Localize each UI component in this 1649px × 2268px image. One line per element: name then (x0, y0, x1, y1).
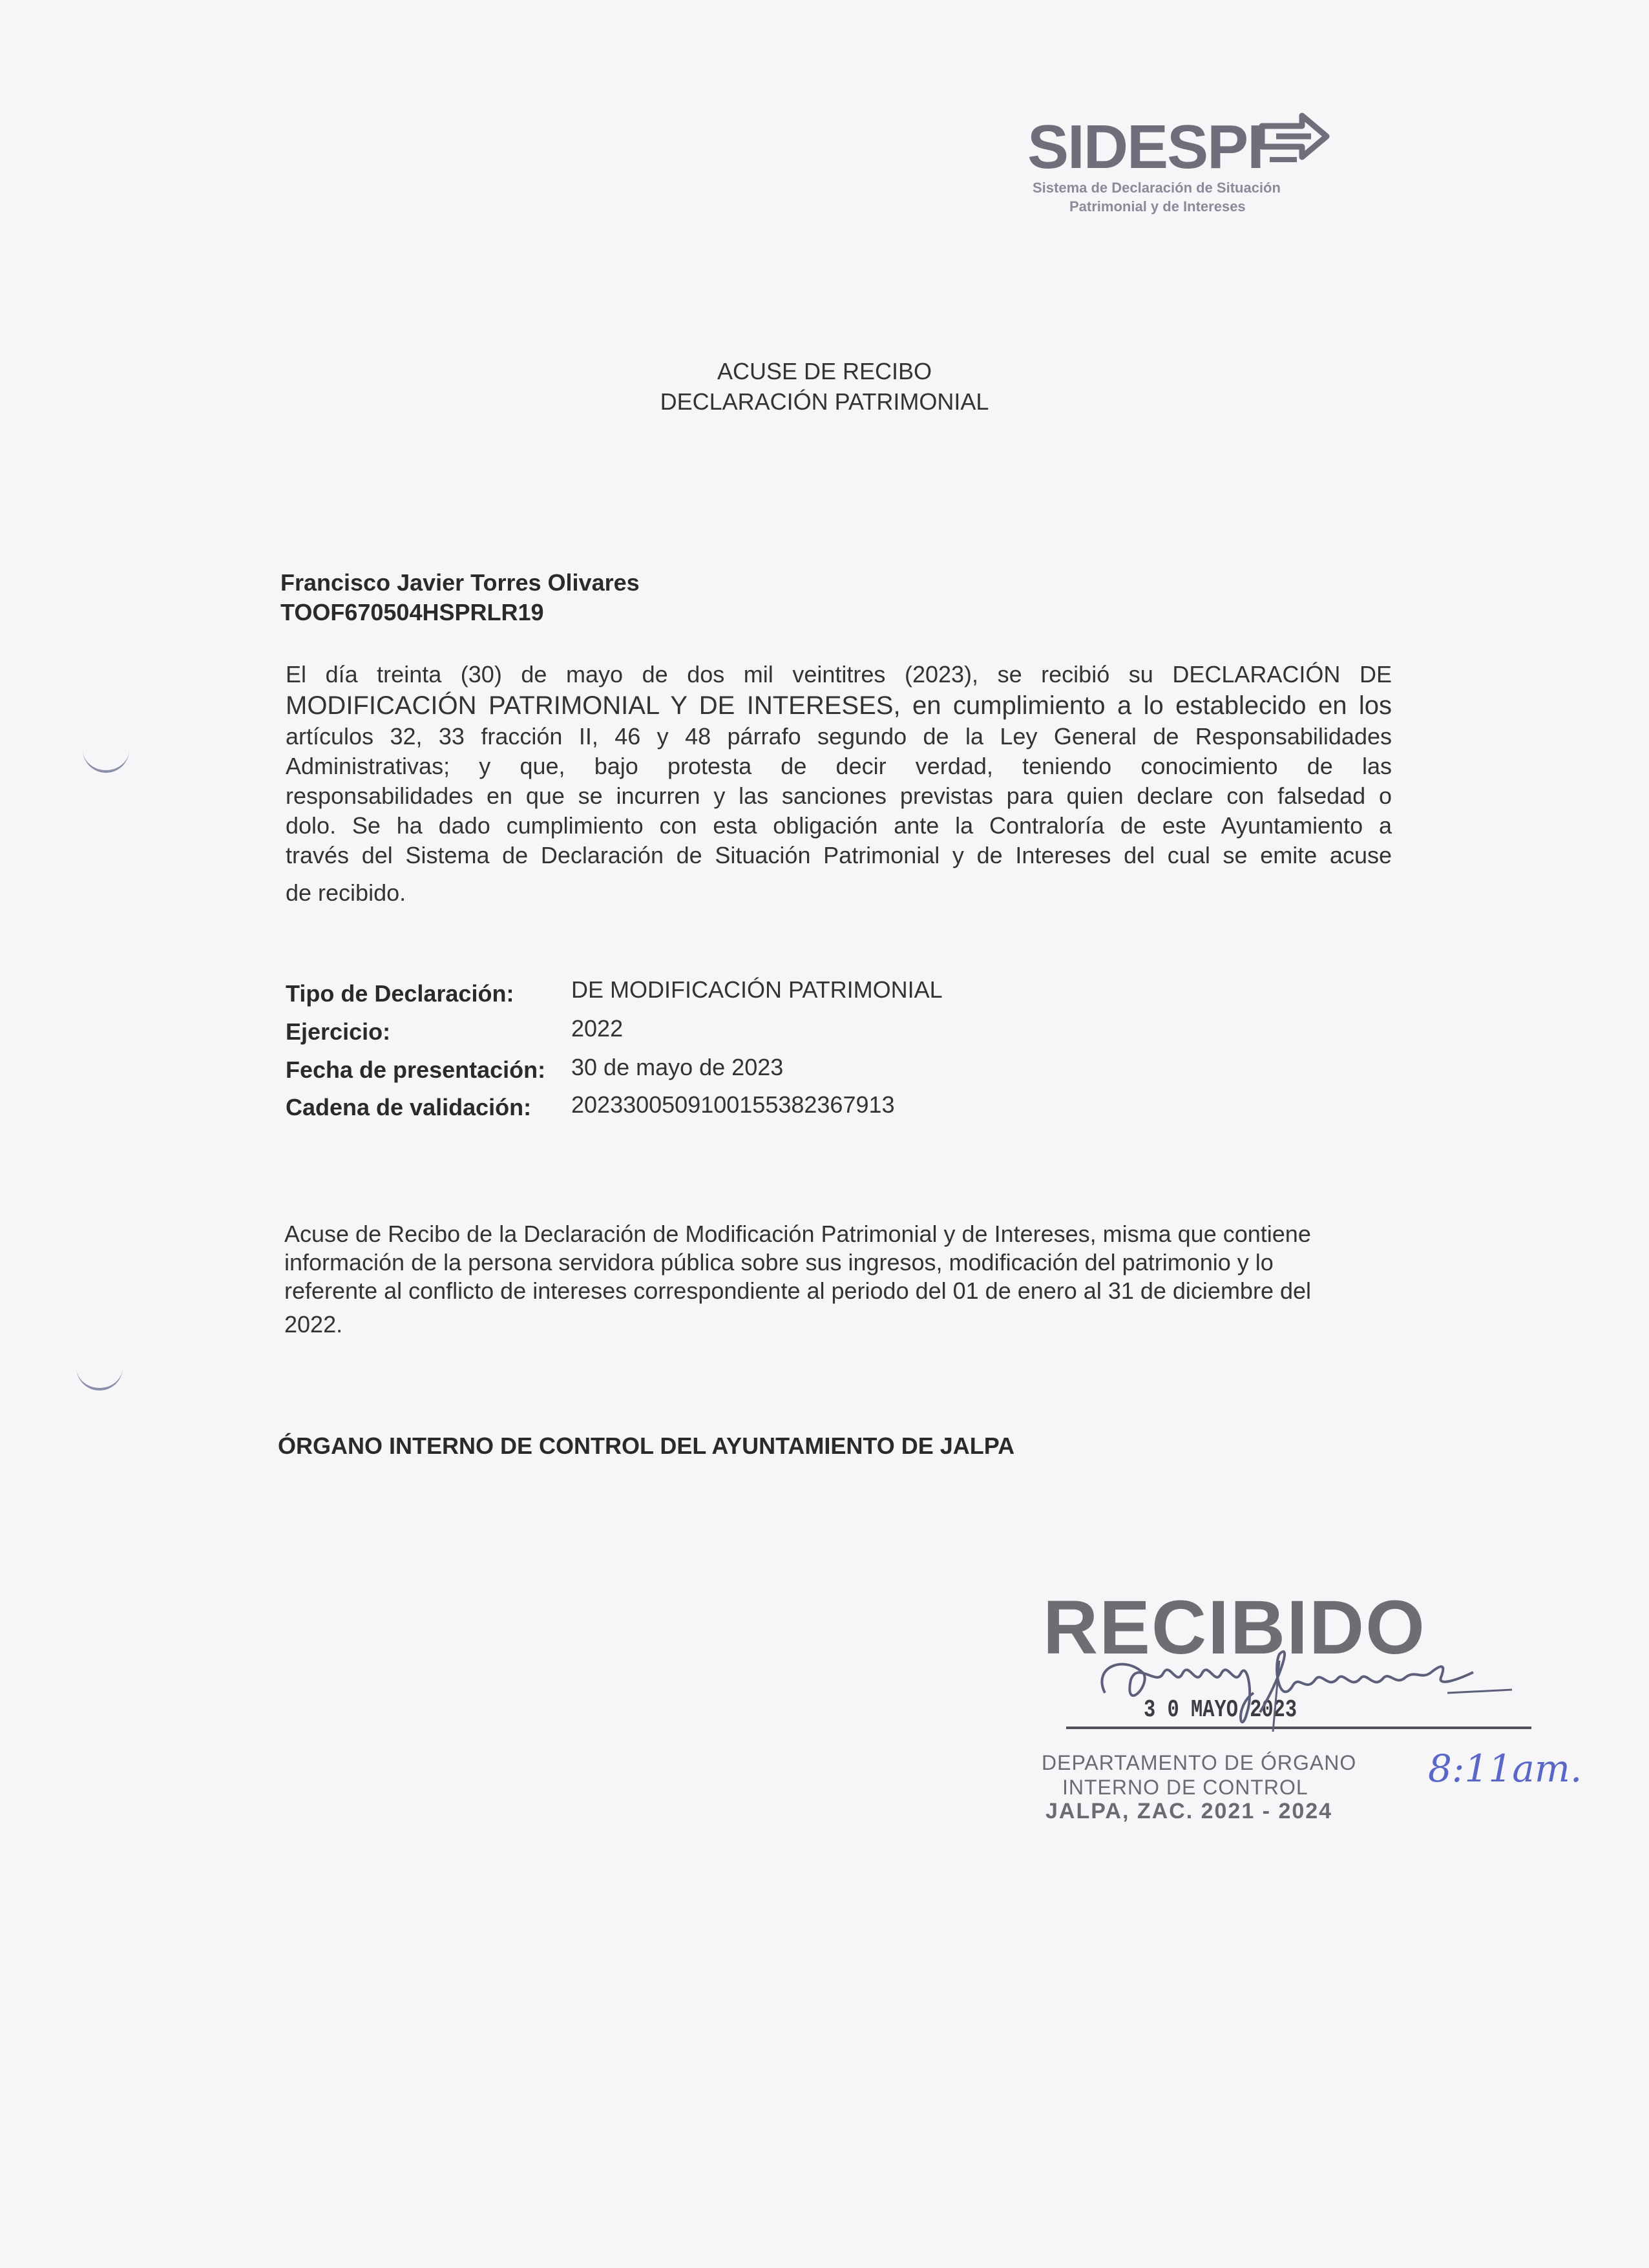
body-line: través del Sistema de Declaración de Situación Patrimonial y de Intereses del cual se emite acuse (286, 842, 1392, 868)
tipo-declaracion-label: Tipo de Declaración: (286, 980, 514, 1007)
declarant-name: Francisco Javier Torres Olivares (280, 569, 640, 596)
stamp-date: 3 0 MAYO 2023 (1144, 1696, 1297, 1724)
stamp-department: INTERNO DE CONTROL (1062, 1776, 1308, 1799)
handwritten-time: 8:11am. (1428, 1747, 1582, 1790)
body-line: responsabilidades en que se incurren y las sanciones previstas para quien declare con falsedad o (286, 782, 1392, 809)
signature-scribble (1086, 1615, 1512, 1758)
note-line: Acuse de Recibo de la Declaración de Modificación Patrimonial y de Intereses, misma que contiene (284, 1221, 1311, 1247)
logo-subtitle: Sistema de Declaración de Situación (1033, 180, 1281, 196)
body-line: dolo. Se ha dado cumplimiento con esta obligación ante la Contraloría de este Ayuntamiento a (286, 812, 1392, 839)
punch-hole-mark (83, 748, 129, 773)
ejercicio-value: 2022 (571, 1015, 624, 1042)
stamp-word: RECIBIDO (1043, 1585, 1426, 1670)
note-line: referente al conflicto de intereses correspondiente al periodo del 01 de enero al 31 de diciembre del (284, 1277, 1312, 1304)
document-subtitle: DECLARACIÓN PATRIMONIAL (660, 388, 989, 415)
ejercicio-label: Ejercicio: (286, 1018, 391, 1045)
arrow-logo-icon (1257, 100, 1334, 178)
body-line: MODIFICACIÓN PATRIMONIAL Y DE INTERESES, en cumplimiento a lo establecido en los (286, 691, 1392, 720)
declarant-rfc: TOOF670504HSPRLR19 (280, 599, 544, 625)
body-line: Administrativas; y que, bajo protesta de decir verdad, teniendo conocimiento de las (286, 753, 1392, 779)
note-line: 2022. (284, 1311, 343, 1338)
logo-subtitle: Patrimonial y de Intereses (1069, 198, 1246, 215)
body-line: de recibido. (286, 879, 406, 906)
cadena-validacion-label: Cadena de validación: (286, 1094, 532, 1120)
recibido-stamp (1034, 1585, 1564, 1835)
stamp-location: JALPA, ZAC. 2021 - 2024 (1045, 1799, 1333, 1823)
fecha-presentacion-label: Fecha de presentación: (286, 1056, 546, 1083)
body-line: artículos 32, 33 fracción II, 46 y 48 párrafo segundo de la Ley General de Responsabilidades (286, 723, 1392, 750)
cadena-validacion-value: 2023300509100155382367913 (571, 1091, 895, 1118)
document-title: ACUSE DE RECIBO (717, 358, 932, 384)
note-line: información de la persona servidora pública sobre sus ingresos, modificación del patrimonio y lo (284, 1249, 1274, 1276)
punch-hole-mark (76, 1366, 123, 1391)
tipo-declaracion-value: DE MODIFICACIÓN PATRIMONIAL (571, 976, 943, 1003)
logo-wordmark: SIDESPI (1027, 112, 1263, 182)
stamp-department: DEPARTAMENTO DE ÓRGANO (1042, 1751, 1357, 1774)
fecha-presentacion-value: 30 de mayo de 2023 (571, 1054, 784, 1080)
organo-interno-heading: ÓRGANO INTERNO DE CONTROL DEL AYUNTAMIENTO DE JALPA (278, 1433, 1015, 1459)
body-line: El día treinta (30) de mayo de dos mil veintitres (2023), se recibió su DECLARACIÓN DE (286, 661, 1392, 688)
sidespi-logo (1027, 97, 1338, 226)
